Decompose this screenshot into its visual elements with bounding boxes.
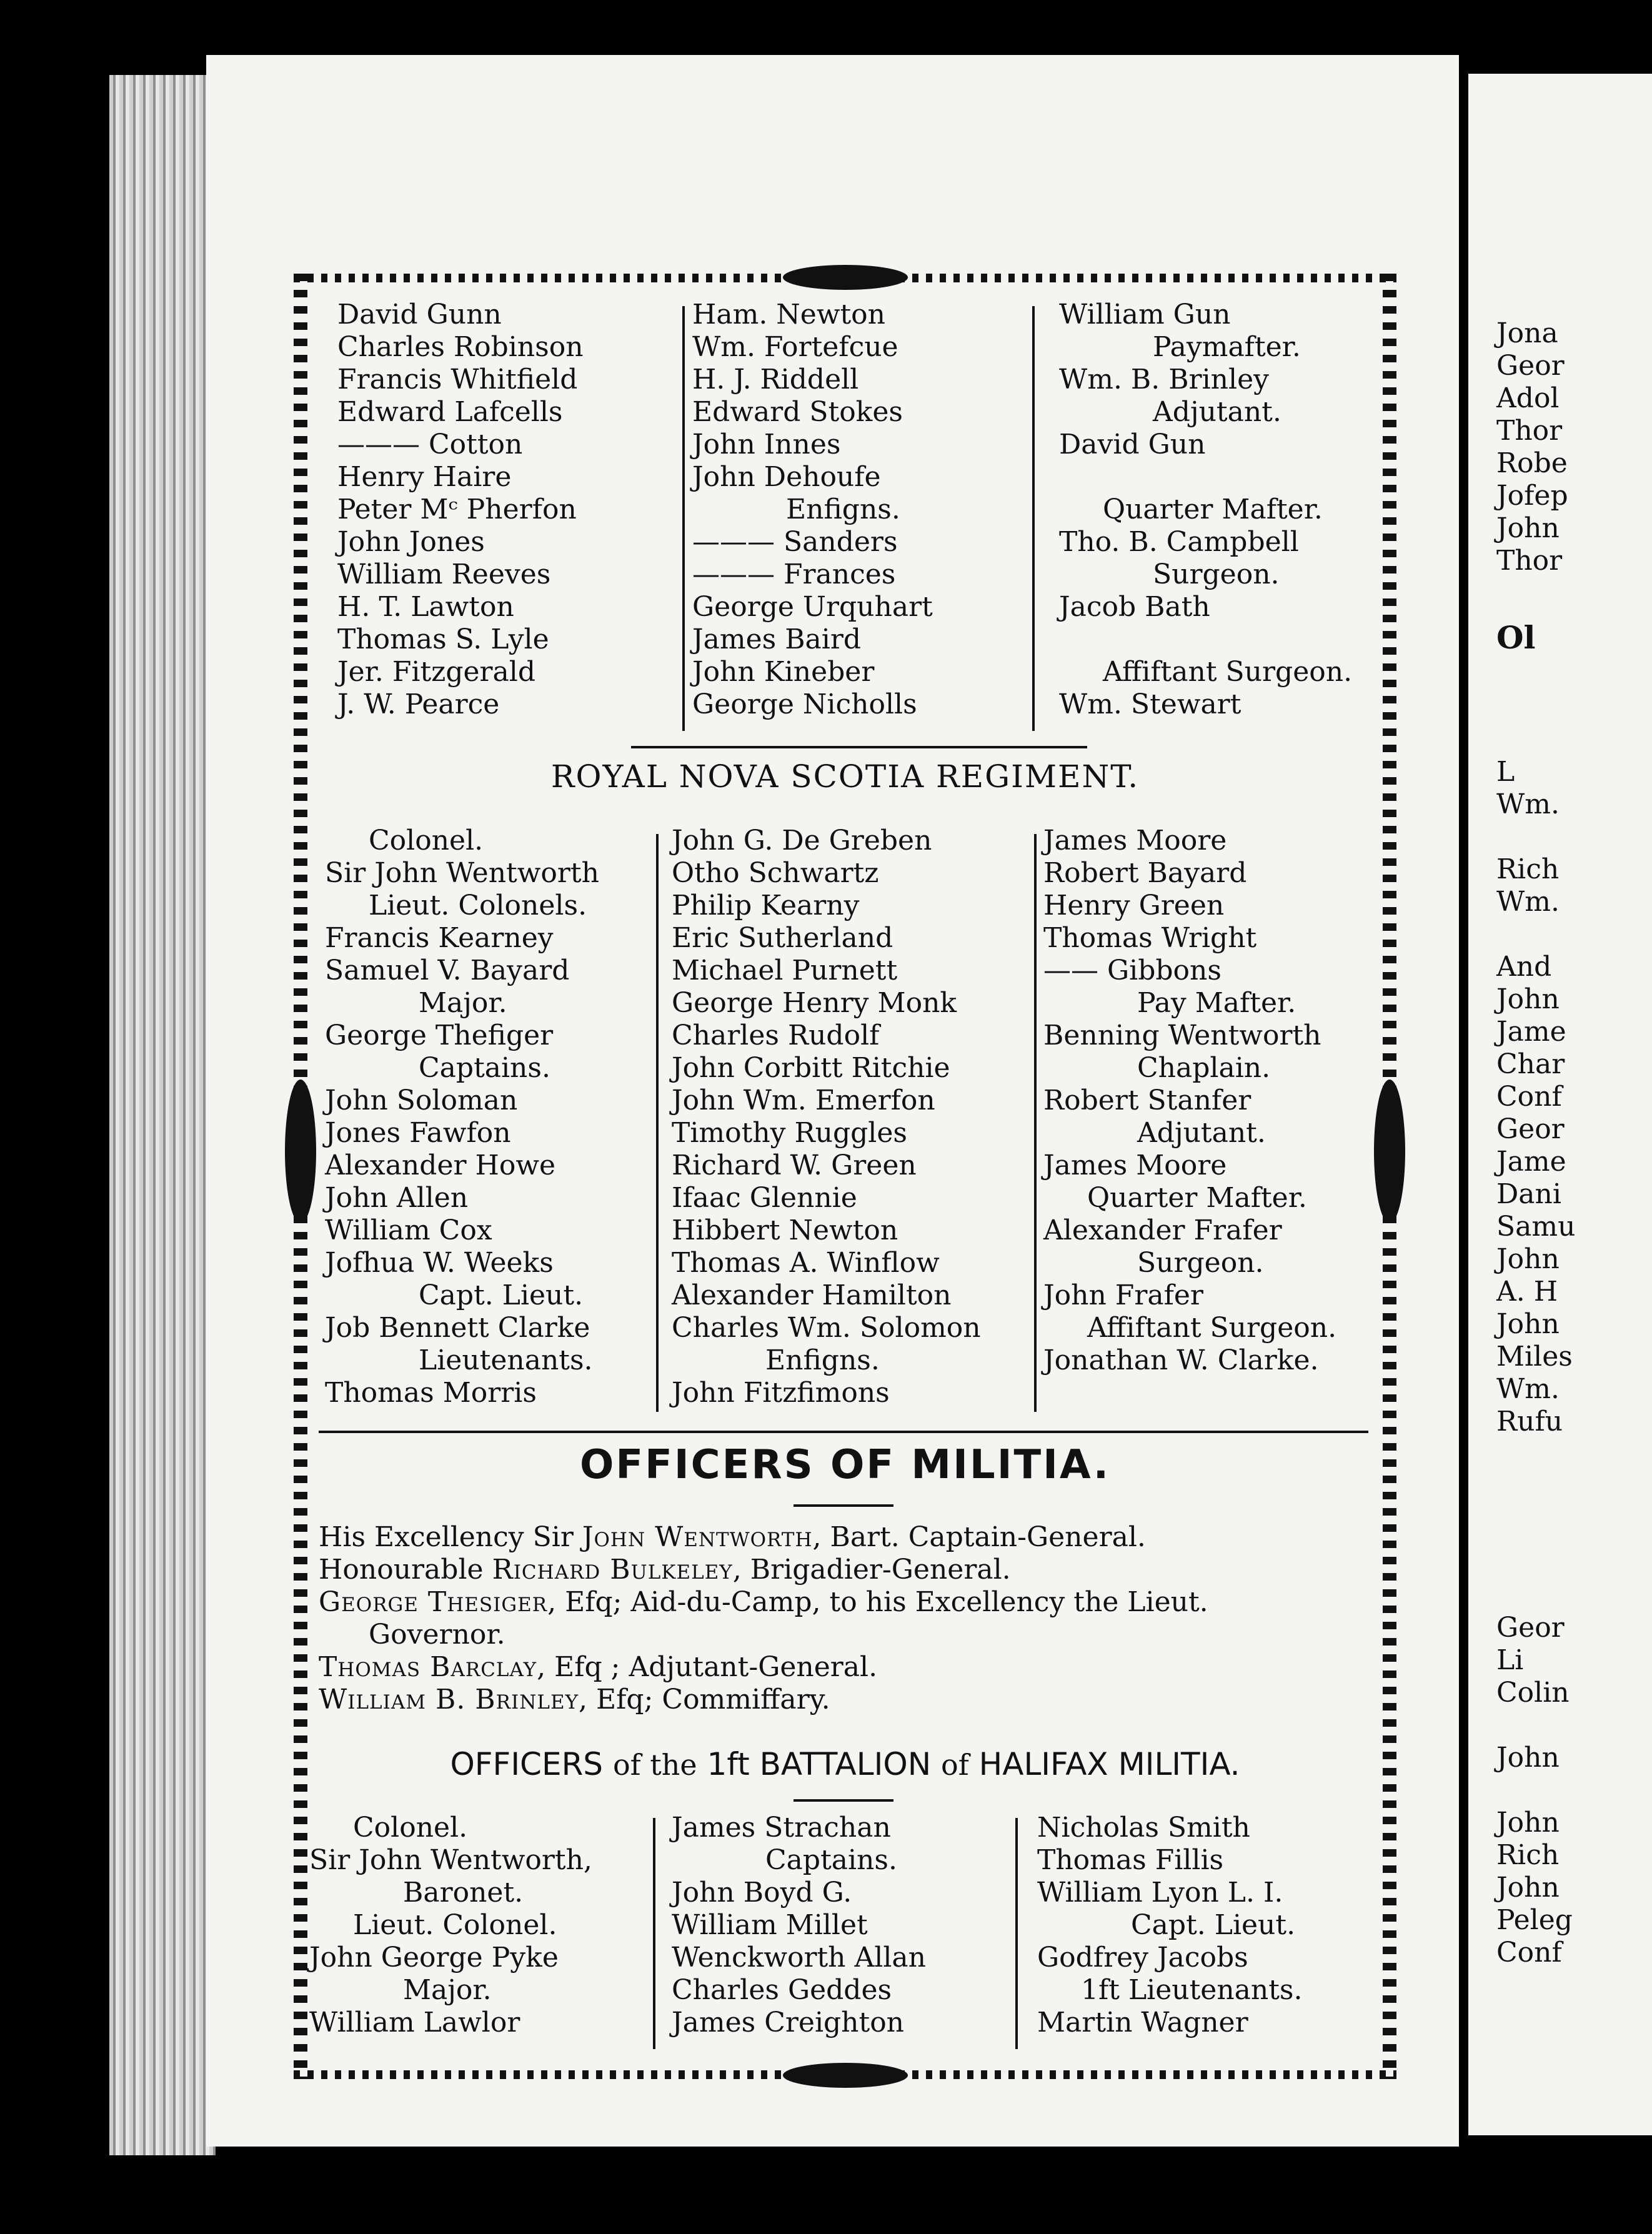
regiment-col2 xyxy=(672,825,981,1409)
list-item: Samu xyxy=(1496,1211,1576,1243)
divider xyxy=(1034,834,1037,1412)
list-item: Wm. Fortefcue xyxy=(692,331,898,363)
list-item: Conf xyxy=(1496,1937,1562,1968)
list-item: John xyxy=(1496,1807,1560,1839)
list-item: Francis Whitfield xyxy=(337,364,578,395)
divider xyxy=(1015,1818,1018,2049)
list-item: Captains. xyxy=(419,1052,550,1084)
list-item: Wm. B. Brinley xyxy=(1059,364,1269,395)
list-item: Li xyxy=(1496,1644,1524,1676)
list-item: David Gun xyxy=(1059,429,1206,460)
divider xyxy=(653,1818,655,2049)
list-item: Robert Bayard xyxy=(1043,857,1247,889)
list-item: James Baird xyxy=(692,623,862,655)
list-item: John Fitzfimons xyxy=(672,1377,890,1409)
right-page-lines-bottom xyxy=(1496,1612,1573,1969)
list-item: Timothy Ruggles xyxy=(672,1117,907,1149)
list-item: Samuel V. Bayard xyxy=(325,955,570,986)
list-item: —— Gibbons xyxy=(1043,955,1222,986)
rule xyxy=(319,1431,1368,1433)
list-item: Thomas S. Lyle xyxy=(337,623,549,655)
rule xyxy=(794,1799,893,1802)
list-item: Enfigns. xyxy=(786,494,900,525)
list-item: Adjutant. xyxy=(1153,396,1281,428)
list-item: James Moore xyxy=(1043,825,1227,856)
list-item: Alexander Frafer xyxy=(1043,1214,1282,1246)
list-item: Michael Purnett xyxy=(672,955,898,986)
battalion-col1 xyxy=(309,1812,592,2039)
militia-line-name: Thomas Barclay xyxy=(319,1651,537,1683)
list-item: Thomas Wright xyxy=(1043,922,1257,954)
list-item: Wm. xyxy=(1496,788,1560,820)
list-item xyxy=(1059,623,1352,656)
list-item: James Strachan xyxy=(672,1812,891,1844)
divider xyxy=(1032,306,1035,731)
list-item: William Gun xyxy=(1059,299,1231,330)
list-item: Alexander Hamilton xyxy=(672,1279,952,1311)
militia-line xyxy=(319,1554,1011,1586)
list-item: Lieutenants. xyxy=(419,1344,593,1376)
list-item: Affiftant Surgeon. xyxy=(1103,656,1353,688)
list-item: Ifaac Glennie xyxy=(672,1182,857,1214)
list-item: George Nicholls xyxy=(692,688,917,720)
list-item: John xyxy=(1496,1872,1560,1904)
battalion-heading xyxy=(294,1746,1396,1782)
militia-line-post: , Efq; Commiffary. xyxy=(579,1684,830,1715)
list-item: James Moore xyxy=(1043,1149,1227,1181)
militia-line-post: , Efq; Aid-du-Camp, to his Excellency the Lieut. xyxy=(547,1586,1208,1618)
list-item: Chaplain. xyxy=(1137,1052,1271,1084)
list-item: Rufu xyxy=(1496,1406,1563,1437)
militia-line-name: George Thesiger xyxy=(319,1586,548,1618)
list-item: George Henry Monk xyxy=(672,987,957,1019)
militia-line-pre: Honourable xyxy=(319,1554,492,1586)
list-item: Charles Rudolf xyxy=(672,1020,880,1051)
list-item: Miles xyxy=(1496,1341,1573,1373)
list-item: Alexander Howe xyxy=(325,1149,556,1181)
list-item: Thor xyxy=(1496,415,1563,447)
list-item: Rich xyxy=(1496,853,1560,885)
list-item: Jofhua W. Weeks xyxy=(325,1247,554,1279)
regiment-col1 xyxy=(325,825,599,1409)
list-item: Dani xyxy=(1496,1178,1561,1210)
list-item: Major. xyxy=(403,1974,492,2006)
section1-col1 xyxy=(337,299,584,721)
militia-line-name: Richard Bulkeley xyxy=(492,1554,733,1586)
list-item: Wm. Stewart xyxy=(1059,688,1241,720)
list-item: Surgeon. xyxy=(1137,1247,1264,1279)
militia-line xyxy=(319,1684,830,1716)
militia-line-pre: His Excellency Sir xyxy=(319,1521,582,1553)
list-item: Robe xyxy=(1496,447,1568,479)
list-item: Wm. xyxy=(1496,1373,1560,1405)
list-item: William Millet xyxy=(672,1909,868,1941)
list-item: Paymafter. xyxy=(1153,331,1301,363)
list-item: Conf xyxy=(1496,1081,1562,1113)
list-item: Jonathan W. Clarke. xyxy=(1043,1344,1319,1376)
list-item: Tho. B. Campbell xyxy=(1059,526,1299,558)
list-item: 1ft Lieutenants. xyxy=(1081,1974,1303,2006)
list-item: John xyxy=(1496,983,1560,1015)
list-item: John xyxy=(1496,512,1560,544)
list-item: And xyxy=(1496,951,1552,983)
list-item: Ham. Newton xyxy=(692,299,886,330)
list-item: Quarter Mafter. xyxy=(1087,1182,1307,1214)
list-item: ——— Cotton xyxy=(337,429,523,460)
list-item: Henry Green xyxy=(1043,890,1225,921)
list-item: William Lawlor xyxy=(309,2007,520,2038)
list-item: John Frafer xyxy=(1043,1279,1203,1311)
list-item: John xyxy=(1496,1308,1560,1340)
list-item: John Dehoufe xyxy=(692,461,881,493)
list-item: Charles Wm. Solomon xyxy=(672,1312,981,1344)
list-item: Geor xyxy=(1496,350,1565,382)
list-item xyxy=(1496,1774,1573,1807)
militia-line-post: , Bart. Captain-General. xyxy=(812,1521,1146,1553)
list-item: Baronet. xyxy=(403,1877,524,1909)
militia-line xyxy=(319,1651,877,1684)
list-item: Sir John Wentworth, xyxy=(309,1844,592,1876)
list-item: John G. De Greben xyxy=(672,825,932,856)
section1-col2 xyxy=(692,299,933,721)
list-item: David Gunn xyxy=(337,299,502,330)
ornament-oval-left xyxy=(285,1080,316,1223)
list-item: Rich xyxy=(1496,1839,1560,1871)
divider xyxy=(656,834,659,1412)
section1-col3 xyxy=(1059,299,1352,721)
list-item: Jona xyxy=(1496,317,1558,349)
list-item: Robert Stanfer xyxy=(1043,1085,1251,1116)
list-item: Thomas Fillis xyxy=(1037,1844,1224,1876)
militia-line-post: Governor. xyxy=(369,1619,505,1651)
list-item: John Boyd G. xyxy=(672,1877,852,1909)
right-page-lines-mid xyxy=(1496,756,1575,1438)
militia-line-post: , Brigadier-General. xyxy=(732,1554,1011,1586)
ornament-oval-bottom xyxy=(783,2063,908,2088)
right-page-heading-fragment: Ol xyxy=(1496,619,1536,656)
list-item: George Urquhart xyxy=(692,591,933,623)
list-item: Lieut. Colonels. xyxy=(369,890,587,921)
list-item: A. H xyxy=(1496,1276,1558,1308)
list-item: Thomas Morris xyxy=(325,1377,537,1409)
list-item: Colin xyxy=(1496,1677,1570,1709)
list-item: John Innes xyxy=(692,429,841,460)
list-item: H. J. Riddell xyxy=(692,364,859,395)
divider xyxy=(682,306,685,731)
list-item: John Allen xyxy=(325,1182,469,1214)
list-item: Affiftant Surgeon. xyxy=(1087,1312,1337,1344)
list-item: Job Bennett Clarke xyxy=(325,1312,590,1344)
list-item: Adjutant. xyxy=(1137,1117,1266,1149)
list-item: John Soloman xyxy=(325,1085,518,1116)
militia-line xyxy=(369,1619,505,1651)
regiment-heading: ROYAL NOVA SCOTIA REGIMENT. xyxy=(550,758,1140,795)
militia-heading: OFFICERS OF MILITIA. xyxy=(580,1442,1110,1488)
list-item: ——— Sanders xyxy=(692,526,898,558)
list-item: William Lyon L. I. xyxy=(1037,1877,1283,1909)
list-item: John George Pyke xyxy=(309,1942,559,1973)
list-item: Captains. xyxy=(765,1844,897,1876)
list-item: Capt. Lieut. xyxy=(419,1279,584,1311)
list-item: Sir John Wentworth xyxy=(325,857,599,889)
list-item: Otho Schwartz xyxy=(672,857,879,889)
list-item: Edward Stokes xyxy=(692,396,903,428)
list-item: Hibbert Newton xyxy=(672,1214,898,1246)
list-item: William Reeves xyxy=(337,558,551,590)
list-item: Jame xyxy=(1496,1146,1566,1178)
regiment-col3 xyxy=(1043,825,1336,1377)
list-item xyxy=(1059,461,1352,494)
list-item: Peter Mᶜ Pherfon xyxy=(337,494,577,525)
list-item: J. W. Pearce xyxy=(337,688,500,720)
list-item: Nicholas Smith xyxy=(1037,1812,1250,1844)
list-item: Char xyxy=(1496,1048,1565,1080)
list-item: H. T. Lawton xyxy=(337,591,514,623)
list-item: Benning Wentworth xyxy=(1043,1020,1321,1051)
list-item: Richard W. Green xyxy=(672,1149,917,1181)
list-item: Jones Fawfon xyxy=(325,1117,511,1149)
list-item: Enfigns. xyxy=(765,1344,880,1376)
battalion-title-b: of the xyxy=(612,1748,697,1782)
list-item xyxy=(1496,821,1575,853)
list-item: John Kineber xyxy=(692,656,875,688)
list-item: Thomas A. Winflow xyxy=(672,1247,940,1279)
battalion-title-a: OFFICERS xyxy=(450,1746,604,1782)
list-item: John Corbitt Ritchie xyxy=(672,1052,950,1084)
list-item: William Cox xyxy=(325,1214,492,1246)
battalion-col2 xyxy=(672,1812,926,2039)
list-item: Wm. xyxy=(1496,886,1560,918)
list-item: Colonel. xyxy=(353,1812,468,1844)
list-item: Jofep xyxy=(1496,480,1568,512)
list-item: George Thefiger xyxy=(325,1020,554,1051)
militia-line xyxy=(319,1521,1146,1554)
list-item: Charles Robinson xyxy=(337,331,584,363)
list-item: Francis Kearney xyxy=(325,922,554,954)
battalion-title-d: of xyxy=(941,1748,969,1782)
list-item: Adol xyxy=(1496,382,1560,414)
list-item: John Wm. Emerfon xyxy=(672,1085,935,1116)
book-edge xyxy=(109,75,216,2155)
list-item: Peleg xyxy=(1496,1904,1573,1936)
list-item: Thor xyxy=(1496,545,1563,577)
list-item: John xyxy=(1496,1742,1560,1774)
list-item: Capt. Lieut. xyxy=(1131,1909,1296,1941)
list-item: Martin Wagner xyxy=(1037,2007,1248,2038)
battalion-title-e: HALIFAX MILITIA. xyxy=(978,1746,1240,1782)
list-item: Jacob Bath xyxy=(1059,591,1210,623)
ornament-oval-top xyxy=(783,265,908,290)
militia-line-name: John Wentworth xyxy=(582,1521,813,1553)
rule xyxy=(794,1504,893,1507)
list-item: Geor xyxy=(1496,1113,1565,1145)
ornament-oval-right xyxy=(1374,1080,1405,1223)
list-item: Henry Haire xyxy=(337,461,512,493)
list-item xyxy=(1496,1709,1573,1742)
list-item: John Jones xyxy=(337,526,485,558)
battalion-col3 xyxy=(1037,1812,1303,2039)
list-item: Wenckworth Allan xyxy=(672,1942,926,1973)
list-item: Lieut. Colonel. xyxy=(353,1909,557,1941)
list-item: Major. xyxy=(419,987,507,1019)
list-item: Charles Geddes xyxy=(672,1974,892,2006)
list-item: Pay Mafter. xyxy=(1137,987,1296,1019)
list-item: Philip Kearny xyxy=(672,890,860,921)
list-item: Geor xyxy=(1496,1612,1565,1644)
list-item: Eric Sutherland xyxy=(672,922,893,954)
list-item xyxy=(1496,918,1575,951)
list-item: Jame xyxy=(1496,1016,1566,1048)
list-item: John xyxy=(1496,1243,1560,1275)
list-item: Godfrey Jacobs xyxy=(1037,1942,1248,1973)
list-item: L xyxy=(1496,756,1515,788)
militia-line-post: , Efq ; Adjutant-General. xyxy=(537,1651,878,1683)
list-item: Surgeon. xyxy=(1153,558,1280,590)
list-item: Jer. Fitzgerald xyxy=(337,656,536,688)
list-item: Colonel. xyxy=(369,825,484,856)
list-item: Quarter Mafter. xyxy=(1103,494,1323,525)
list-item: Edward Lafcells xyxy=(337,396,563,428)
list-item: James Creighton xyxy=(672,2007,905,2038)
right-page-lines-top xyxy=(1496,317,1568,577)
militia-line-name: William B. Brinley xyxy=(319,1684,579,1715)
battalion-title-c: 1ft BATTALION xyxy=(707,1746,932,1782)
list-item: ——— Frances xyxy=(692,558,896,590)
rule xyxy=(631,746,1087,748)
militia-line xyxy=(319,1586,1208,1619)
